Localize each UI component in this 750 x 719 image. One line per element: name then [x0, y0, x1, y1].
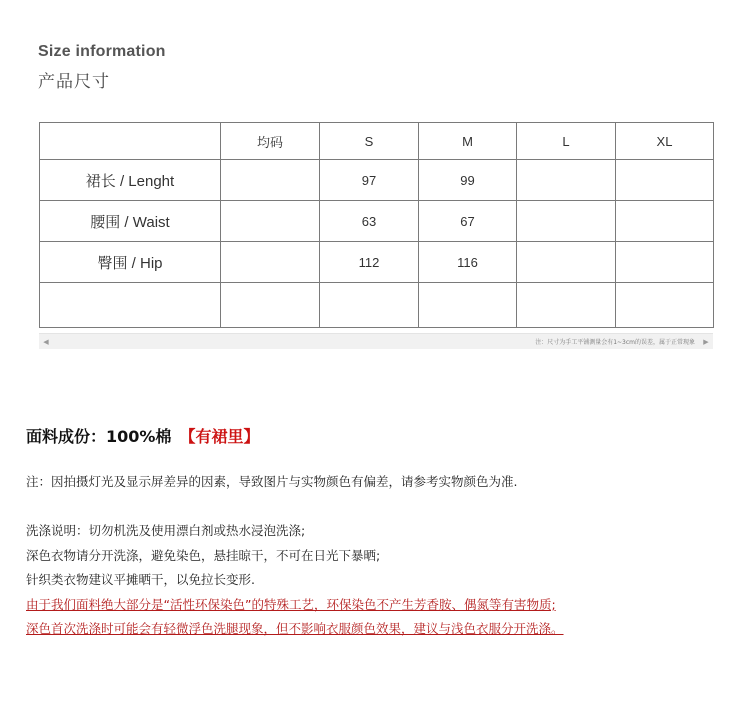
table-cell: 67 [419, 201, 517, 242]
table-cell [517, 242, 616, 283]
row-label [40, 283, 221, 328]
table-cell [419, 283, 517, 328]
row-label: 臀围 / Hip [40, 242, 221, 283]
scroll-left-arrow-icon[interactable]: ◀ [43, 337, 49, 346]
table-cell: 112 [320, 242, 419, 283]
size-table [39, 122, 714, 328]
table-header-cell: S [320, 123, 419, 160]
lining-badge: 【有裙里】 [179, 427, 260, 446]
fabric-composition-text: 面料成份：100%棉 [26, 427, 172, 446]
table-cell [221, 283, 320, 328]
table-header-cell [40, 123, 221, 160]
care-line: 深色衣物请分开洗涤，避免染色，悬挂晾干，不可在日光下暴晒; [26, 547, 381, 563]
table-cell [517, 160, 616, 201]
measurement-footnote: 注：尺寸为手工平铺测量会有1~3cm的误差，属于正常现象 [535, 339, 695, 346]
table-header-cell: XL [616, 123, 714, 160]
care-line: 针织类衣物建议平摊晒干，以免拉长变形. [26, 572, 255, 587]
table-cell [320, 283, 419, 328]
table-cell: 63 [320, 201, 419, 242]
table-header-cell: M [419, 123, 517, 160]
table-row [40, 283, 714, 328]
table-header-row [40, 123, 714, 160]
table-cell [616, 201, 714, 242]
care-instructions [26, 519, 564, 642]
table-cell [616, 160, 714, 201]
table-cell: 97 [320, 160, 419, 201]
table-cell [616, 242, 714, 283]
row-label: 裙长 / Lenght [40, 160, 221, 201]
table-header-cell: 均码 [221, 123, 320, 160]
table-row [40, 201, 714, 242]
care-line: 洗涤说明：切勿机洗及使用漂白剂或热水浸泡洗涤; [26, 523, 306, 538]
row-label: 腰围 / Waist [40, 201, 221, 242]
table-cell: 99 [419, 160, 517, 201]
table-cell [517, 283, 616, 328]
care-highlight-line: 深色首次洗涤时可能会有轻微浮色洗腿现象，但不影响衣服颜色效果，建议与浅色衣服分开洗涤。 [26, 621, 564, 636]
product-size-title: 产品尺寸 [38, 72, 110, 92]
table-row [40, 160, 714, 201]
fabric-composition [26, 424, 259, 447]
table-row [40, 242, 714, 283]
scroll-right-arrow-icon[interactable]: ▶ [703, 337, 709, 346]
care-highlight-line: 由于我们面料绝大部分是“活性环保染色”的特殊工艺，环保染色不产生芳香胺、偶氮等有害物质; [26, 596, 556, 612]
table-header-cell: L [517, 123, 616, 160]
table-cell [221, 160, 320, 201]
table-cell [517, 201, 616, 242]
color-disclaimer: 注：因拍摄灯光及显示屏差异的因素，导致图片与实物颜色有偏差，请参考实物颜色为准. [26, 474, 518, 489]
table-cell [221, 201, 320, 242]
size-information-title: Size information [38, 43, 166, 60]
horizontal-scrollbar[interactable] [39, 333, 713, 349]
table-cell: 116 [419, 242, 517, 283]
table-cell [616, 283, 714, 328]
table-cell [221, 242, 320, 283]
